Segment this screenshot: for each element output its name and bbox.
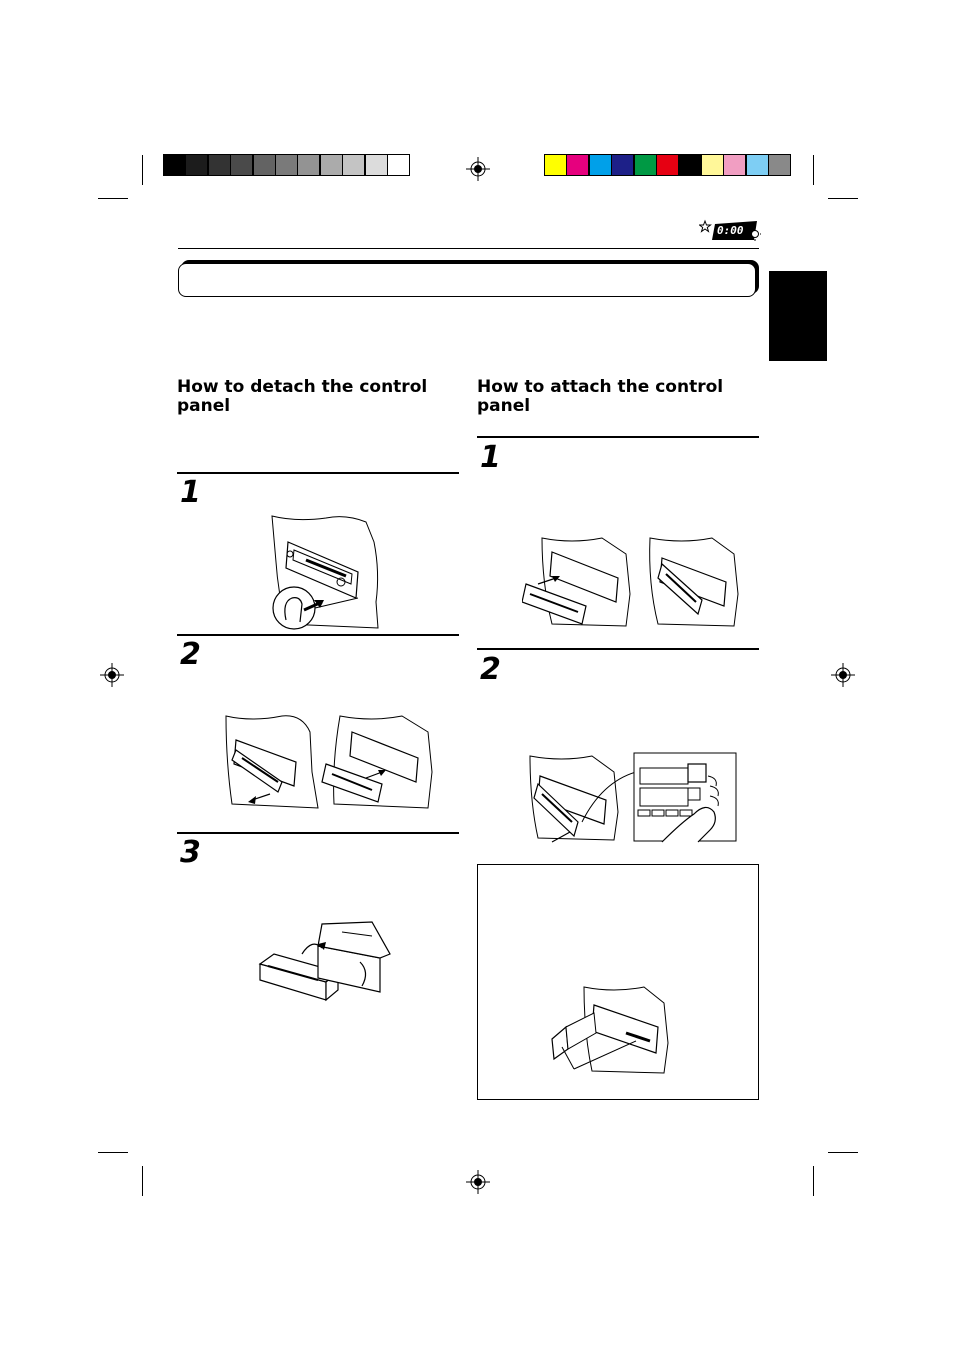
step-divider <box>177 832 459 834</box>
gray-swatch <box>387 154 410 176</box>
crop-mark <box>828 198 858 199</box>
color-swatch <box>566 154 589 176</box>
header-rule <box>178 248 759 249</box>
note-illustration <box>544 983 674 1079</box>
detach-step-1-illustration <box>266 512 390 632</box>
gray-swatch <box>185 154 208 176</box>
gray-swatch <box>163 154 186 176</box>
color-swatch <box>701 154 724 176</box>
gray-swatch <box>208 154 231 176</box>
crop-mark <box>98 1152 128 1153</box>
registration-target-icon <box>466 157 490 181</box>
attach-step-1-number: 1 <box>480 440 501 475</box>
color-swatch <box>723 154 746 176</box>
crop-mark <box>813 1166 814 1196</box>
gray-swatch <box>365 154 388 176</box>
note-box <box>477 864 759 1100</box>
crop-mark <box>142 1166 143 1196</box>
step-divider <box>177 472 459 474</box>
color-swatch <box>611 154 634 176</box>
registration-target-icon <box>466 1170 490 1194</box>
detach-step-2-number: 2 <box>180 637 201 672</box>
color-swatch <box>768 154 791 176</box>
gray-swatch <box>275 154 298 176</box>
crop-mark <box>828 1152 858 1153</box>
language-side-tab <box>769 271 827 361</box>
color-swatch <box>678 154 701 176</box>
color-swatch <box>746 154 769 176</box>
color-swatch <box>634 154 657 176</box>
crop-mark <box>813 155 814 185</box>
detach-step-3-illustration <box>252 918 396 1008</box>
crop-mark <box>142 155 143 185</box>
detach-heading: How to detach the control panel <box>177 377 428 416</box>
registration-target-icon <box>100 663 124 687</box>
color-swatch <box>544 154 567 176</box>
clock-display-text: 0:00 <box>717 224 744 237</box>
clock-icon <box>699 219 761 243</box>
attach-step-2-illustration <box>522 752 738 844</box>
step-divider <box>477 436 759 438</box>
attach-step-1-illustration <box>522 534 740 630</box>
gray-swatch <box>342 154 365 176</box>
color-swatch <box>656 154 679 176</box>
detach-step-2-illustration <box>222 712 436 812</box>
color-swatch <box>589 154 612 176</box>
section-title-bar <box>178 263 756 297</box>
step-divider <box>477 648 759 650</box>
attach-step-2-number: 2 <box>480 652 501 687</box>
detach-step-3-number: 3 <box>180 835 201 870</box>
gray-swatch <box>230 154 253 176</box>
detach-step-1-number: 1 <box>180 475 201 510</box>
attach-heading: How to attach the control panel <box>477 377 724 416</box>
registration-target-icon <box>831 663 855 687</box>
crop-mark <box>98 198 128 199</box>
step-divider <box>177 634 459 636</box>
gray-swatch <box>253 154 276 176</box>
gray-swatch <box>297 154 320 176</box>
gray-swatch <box>320 154 343 176</box>
